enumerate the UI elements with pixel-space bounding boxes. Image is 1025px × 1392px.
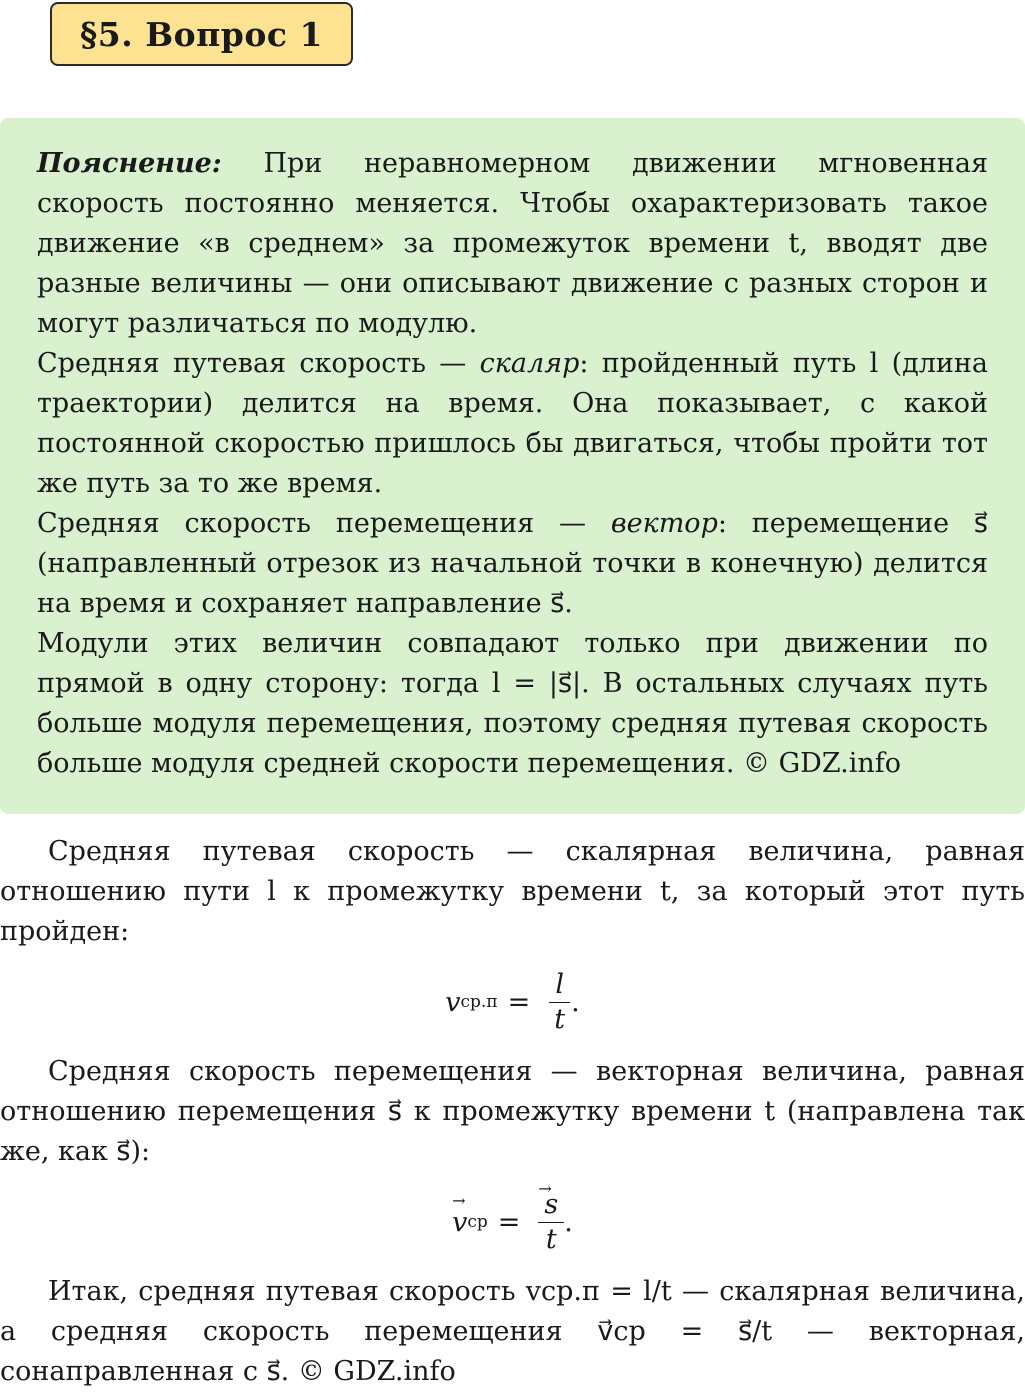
- formula2-equals: =: [497, 1206, 521, 1238]
- formula2-fraction: [538, 1188, 564, 1257]
- formula2-subscript: ср: [467, 1212, 488, 1232]
- main-content: [0, 832, 1025, 1392]
- explanation-paragraph-1: [37, 144, 988, 344]
- explanation-vector-term: вектор: [610, 508, 718, 539]
- explanation-box: [0, 118, 1025, 814]
- explanation-paragraph-3: [37, 504, 988, 624]
- main-paragraph-2: Средняя скорость перемещения — векторная величина, равная отношению перемещения s⃗ к промежутку времени t (направлена так же, как s⃗):: [0, 1056, 1025, 1167]
- explanation-text-1: При неравномерном движении мгновенная скорость постоянно меняется. Чтобы охарактеризовать такое движение «в среднем» за промежуток времени t, вводят две разные величины — они описывают движение с разных сторон и могут различаться по модулю.: [37, 148, 988, 339]
- formula1-denominator: t: [554, 1003, 566, 1035]
- formula2-denominator: t: [545, 1223, 557, 1255]
- formula1-subscript: ср.п: [460, 992, 498, 1012]
- main-paragraph-3: Итак, средняя путевая скорость vср.п = l/t — скалярная величина, а средняя скорость перемещения v⃗ср = s⃗/t — векторная, сонаправленная с s⃗. © GDZ.info: [0, 1276, 1025, 1387]
- formula1-fraction: [548, 968, 571, 1037]
- explanation-text-2c: : пройденный путь l (длина траектории) делится на время. Она показывает, с какой постоянной скоростью пришлось бы двигаться, чтобы пройти тот же путь за то же время.: [37, 348, 988, 499]
- section-title: §5. Вопрос 1: [50, 2, 353, 66]
- formula1-period: .: [571, 986, 580, 1018]
- formula1-equals: =: [507, 986, 531, 1018]
- explanation-paragraph-4: Модули этих величин совпадают только при движении по прямой в одну сторону: тогда l = |s⃗|. В остальных случаях путь больше модуля перемещения, поэтому средняя путевая скорость больше модуля средней скорости перемещения. © GDZ.info: [37, 628, 988, 779]
- formula-path-speed: [0, 952, 1025, 1052]
- explanation-text-2a: Средняя путевая скорость —: [37, 348, 480, 379]
- main-paragraph-1: Средняя путевая скорость — скалярная величина, равная отношению пути l к промежутку времени t, за который этот путь пройден:: [0, 836, 1025, 947]
- explanation-text-3a: Средняя скорость перемещения —: [37, 508, 611, 539]
- explanation-text-3c: : перемещение s⃗ (направленный отрезок из начальной точки в конечную) делится на время и сохраняет направление s⃗.: [37, 508, 988, 619]
- formula2-period: .: [564, 1206, 573, 1238]
- formula-displacement-speed: [0, 1172, 1025, 1272]
- explanation-paragraph-2: [37, 344, 988, 504]
- formula2-v: → v: [452, 1207, 467, 1238]
- explanation-lead: Пояснение:: [37, 148, 222, 179]
- formula2-numerator: → s: [538, 1188, 564, 1223]
- explanation-scalar-term: скаляр: [479, 348, 580, 379]
- formula1-v: v: [445, 986, 461, 1018]
- formula1-numerator: l: [549, 968, 570, 1003]
